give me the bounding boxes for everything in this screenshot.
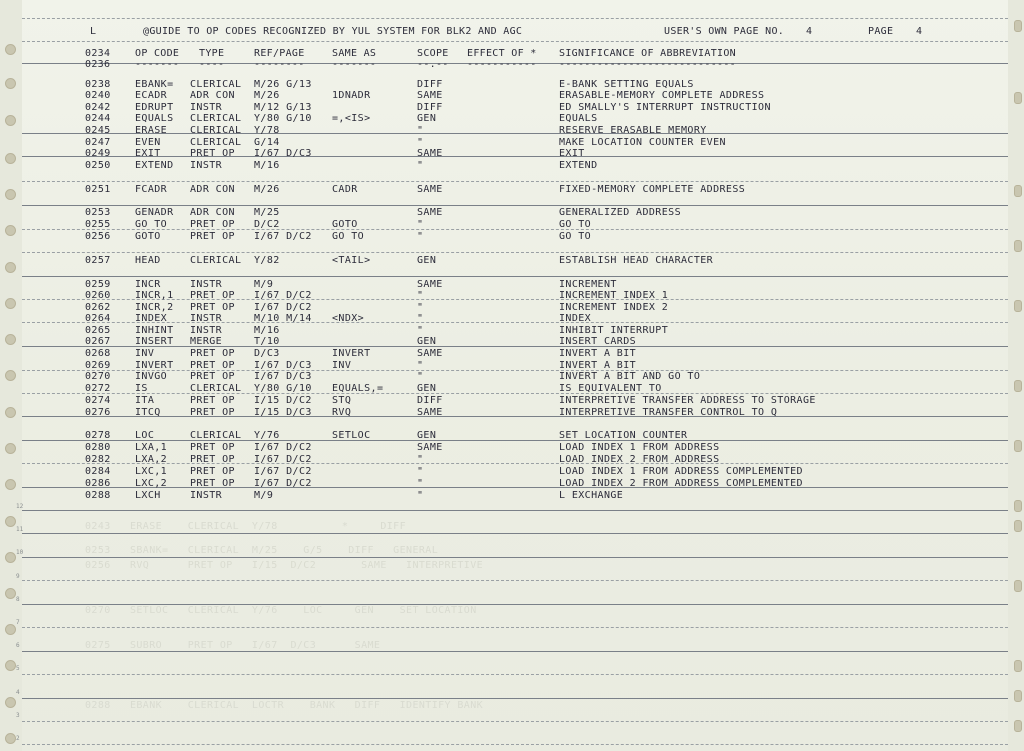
cell-type: ADR CON: [190, 90, 235, 101]
cell-seq: 0247: [85, 137, 111, 148]
cell-code: GOTO: [135, 231, 161, 242]
tractor-hole-right: [1014, 580, 1022, 592]
cell-sig: LOAD INDEX 2 FROM ADDRESS COMPLEMENTED: [559, 478, 803, 489]
cell-sig: EXTEND: [559, 160, 598, 171]
cell-scope: GEN: [417, 430, 437, 441]
cell-seq: 0265: [85, 325, 111, 336]
cell-type: ADR CON: [190, 184, 235, 195]
cell-ref: M/26: [254, 184, 280, 195]
margin-number: 9: [16, 573, 20, 580]
cell-type: PRET OP: [190, 442, 235, 453]
col-scope: SCOPE: [417, 48, 449, 59]
column-headers: [0, 48, 1024, 70]
cell-sig: INCREMENT INDEX 1: [559, 290, 669, 301]
cell-type: INSTR: [190, 313, 223, 324]
cell-code: EDRUPT: [135, 102, 174, 113]
cell-scope: ": [417, 478, 424, 489]
cell-seq: 0264: [85, 313, 111, 324]
seq-0236: 0236: [85, 59, 111, 70]
cell-sig: RESERVE ERASABLE MEMORY: [559, 125, 707, 136]
cell-type: CLERICAL: [190, 255, 242, 266]
tractor-hole-left: [5, 733, 16, 744]
cell-sig: MAKE LOCATION COUNTER EVEN: [559, 137, 726, 148]
cell-code: EVEN: [135, 137, 161, 148]
underline-type: ----: [199, 59, 225, 70]
margin-number: 3: [16, 712, 20, 719]
cell-sig: GO TO: [559, 231, 592, 242]
cell-code: GO TO: [135, 219, 168, 230]
table-row: [0, 466, 1024, 478]
cell-same: RVQ: [332, 407, 352, 418]
users-page-number: 4: [806, 26, 813, 37]
cell-ref: I/67 D/C2: [254, 466, 312, 477]
cell-ref: M/9: [254, 490, 274, 501]
col-seq: 0234: [85, 48, 111, 59]
cell-code: INVERT: [135, 360, 174, 371]
cell-type: PRET OP: [190, 407, 235, 418]
tractor-hole-right: [1014, 690, 1022, 702]
cell-scope: ": [417, 125, 424, 136]
cell-ref: M/25: [254, 207, 280, 218]
cell-sig: INSERT CARDS: [559, 336, 637, 347]
cell-same: =,<IS>: [332, 113, 371, 124]
cell-sig: INCREMENT: [559, 279, 617, 290]
cell-ref: I/67 D/C2: [254, 454, 312, 465]
cell-same: SETLOC: [332, 430, 371, 441]
cell-seq: 0256: [85, 231, 111, 242]
margin-number: 2: [16, 735, 20, 742]
ruled-line: [22, 744, 1008, 745]
cell-code: ERASE: [135, 125, 168, 136]
cell-same: 1DNADR: [332, 90, 371, 101]
cell-scope: GEN: [417, 113, 437, 124]
cell-scope: SAME: [417, 184, 443, 195]
cell-code: LOC: [135, 430, 155, 441]
table-row: [0, 478, 1024, 490]
cell-code: LXC,2: [135, 478, 168, 489]
cell-seq: 0270: [85, 371, 111, 382]
ruled-line: [22, 276, 1008, 277]
cell-type: INSTR: [190, 490, 223, 501]
underline-scope: --.--: [417, 59, 449, 70]
cell-type: PRET OP: [190, 302, 235, 313]
ruled-line: [22, 674, 1008, 675]
cell-type: PRET OP: [190, 219, 235, 230]
cell-type: INSTR: [190, 102, 223, 113]
col-same-as: SAME AS: [332, 48, 377, 59]
cell-sig: INTERPRETIVE TRANSFER ADDRESS TO STORAGE: [559, 395, 816, 406]
ruled-line: [22, 698, 1008, 699]
cell-type: PRET OP: [190, 290, 235, 301]
cell-scope: SAME: [417, 90, 443, 101]
cell-scope: ": [417, 371, 424, 382]
cell-ref: I/67 D/C2: [254, 231, 312, 242]
cell-type: INSTR: [190, 160, 223, 171]
cell-scope: ": [417, 313, 424, 324]
margin-number: 6: [16, 642, 20, 649]
cell-scope: ": [417, 290, 424, 301]
cell-seq: 0251: [85, 184, 111, 195]
table-row: [0, 90, 1024, 102]
cell-code: ECADR: [135, 90, 168, 101]
cell-ref: I/67 D/C2: [254, 302, 312, 313]
cell-seq: 0280: [85, 442, 111, 453]
cell-code: INCR,2: [135, 302, 174, 313]
cell-seq: 0284: [85, 466, 111, 477]
margin-number: 8: [16, 596, 20, 603]
table-row: [0, 113, 1024, 125]
bleed-through-text: 0288 EBANK CLERICAL LOCTR BANK DIFF IDENTIFY BANK: [85, 700, 484, 711]
cell-scope: ": [417, 490, 424, 501]
ruled-line: [22, 651, 1008, 652]
cell-type: PRET OP: [190, 348, 235, 359]
cell-ref: D/C2: [254, 219, 280, 230]
margin-number: 12: [16, 503, 24, 510]
cell-sig: FIXED-MEMORY COMPLETE ADDRESS: [559, 184, 746, 195]
cell-type: ADR CON: [190, 207, 235, 218]
margin-number: 11: [16, 526, 24, 533]
cell-sig: LOAD INDEX 2 FROM ADDRESS: [559, 454, 720, 465]
cell-ref: M/10 M/14: [254, 313, 312, 324]
bleed-through-text: 0275 SUBRO PRET OP I/67 D/C3 SAME: [85, 640, 381, 651]
cell-ref: T/10: [254, 336, 280, 347]
cell-scope: ": [417, 466, 424, 477]
cell-scope: GEN: [417, 255, 437, 266]
table-row: [0, 442, 1024, 454]
cell-code: LXA,2: [135, 454, 168, 465]
cell-sig: LOAD INDEX 1 FROM ADDRESS: [559, 442, 720, 453]
cell-sig: IS EQUIVALENT TO: [559, 383, 662, 394]
cell-type: CLERICAL: [190, 125, 242, 136]
margin-number: 10: [16, 549, 24, 556]
table-row: [0, 430, 1024, 442]
cell-seq: 0262: [85, 302, 111, 313]
cell-code: EXIT: [135, 148, 161, 159]
table-row: [0, 160, 1024, 172]
cell-type: CLERICAL: [190, 430, 242, 441]
table-row: [0, 255, 1024, 267]
cell-seq: 0269: [85, 360, 111, 371]
cell-seq: 0288: [85, 490, 111, 501]
cell-sig: LOAD INDEX 1 FROM ADDRESS COMPLEMENTED: [559, 466, 803, 477]
cell-code: INHINT: [135, 325, 174, 336]
ruled-line: [22, 252, 1008, 253]
cell-seq: 0286: [85, 478, 111, 489]
tractor-hole-right: [1014, 520, 1022, 532]
cell-ref: Y/80 G/10: [254, 113, 312, 124]
cell-same: CADR: [332, 184, 358, 195]
col-effect: EFFECT OF *: [467, 48, 537, 59]
ruled-line: [22, 41, 1008, 42]
page-label: PAGE: [868, 26, 894, 37]
tractor-hole-left: [5, 624, 16, 635]
cell-code: INVGO: [135, 371, 168, 382]
table-row: [0, 219, 1024, 231]
table-row: [0, 313, 1024, 325]
cell-seq: 0242: [85, 102, 111, 113]
cell-seq: 0267: [85, 336, 111, 347]
cell-code: LXA,1: [135, 442, 168, 453]
cell-scope: SAME: [417, 148, 443, 159]
cell-sig: E-BANK SETTING EQUALS: [559, 79, 694, 90]
cell-sig: INTERPRETIVE TRANSFER CONTROL TO Q: [559, 407, 778, 418]
cell-sig: EQUALS: [559, 113, 598, 124]
cell-seq: 0245: [85, 125, 111, 136]
page-title: @GUIDE TO OP CODES RECOGNIZED BY YUL SYSTEM FOR BLK2 AND AGC: [143, 26, 523, 37]
cell-seq: 0249: [85, 148, 111, 159]
cell-ref: D/C3: [254, 348, 280, 359]
col-ref-page: REF/PAGE: [254, 48, 305, 59]
table-row: [0, 336, 1024, 348]
cell-same: STQ: [332, 395, 352, 406]
table-row: [0, 184, 1024, 196]
cell-ref: M/16: [254, 325, 280, 336]
underline-effect: -----------: [467, 59, 537, 70]
cell-ref: Y/76: [254, 430, 280, 441]
cell-ref: M/26: [254, 90, 280, 101]
ruled-line: [22, 533, 1008, 534]
cell-sig: ESTABLISH HEAD CHARACTER: [559, 255, 714, 266]
cell-scope: SAME: [417, 407, 443, 418]
cell-scope: DIFF: [417, 102, 443, 113]
cell-type: PRET OP: [190, 148, 235, 159]
cell-seq: 0257: [85, 255, 111, 266]
cell-ref: I/67 D/C3: [254, 148, 312, 159]
cell-scope: SAME: [417, 348, 443, 359]
cell-scope: SAME: [417, 207, 443, 218]
cell-ref: I/15 D/C3: [254, 407, 312, 418]
cell-sig: INDEX: [559, 313, 592, 324]
table-row: [0, 231, 1024, 243]
cell-type: INSTR: [190, 325, 223, 336]
cell-code: LXC,1: [135, 466, 168, 477]
cell-sig: GO TO: [559, 219, 592, 230]
cell-code: IS: [135, 383, 148, 394]
page-header: [0, 26, 1024, 40]
col-op-code: OP CODE: [135, 48, 180, 59]
margin-number: 4: [16, 689, 20, 696]
ruled-line: [22, 181, 1008, 182]
cell-sig: ERASABLE-MEMORY COMPLETE ADDRESS: [559, 90, 765, 101]
cell-sig: ED SMALLY'S INTERRUPT INSTRUCTION: [559, 102, 771, 113]
cell-type: CLERICAL: [190, 383, 242, 394]
cell-type: PRET OP: [190, 231, 235, 242]
cell-sig: INVERT A BIT AND GO TO: [559, 371, 701, 382]
cell-code: EQUALS: [135, 113, 174, 124]
cell-sig: EXIT: [559, 148, 585, 159]
tractor-hole-left: [5, 697, 16, 708]
cell-sig: INHIBIT INTERRUPT: [559, 325, 669, 336]
cell-same: <TAIL>: [332, 255, 371, 266]
tractor-hole-left: [5, 588, 16, 599]
table-row: [0, 207, 1024, 219]
col-type: TYPE: [199, 48, 225, 59]
cell-same: INV: [332, 360, 352, 371]
cell-ref: I/67 D/C2: [254, 442, 312, 453]
margin-number: 7: [16, 619, 20, 626]
tractor-hole-left: [5, 552, 16, 563]
cell-scope: ": [417, 231, 424, 242]
underline-same: -------: [332, 59, 377, 70]
cell-scope: SAME: [417, 279, 443, 290]
cell-type: PRET OP: [190, 466, 235, 477]
table-row: [0, 148, 1024, 160]
cell-ref: I/67 D/C2: [254, 290, 312, 301]
cell-seq: 0240: [85, 90, 111, 101]
cell-sig: INVERT A BIT: [559, 360, 637, 371]
cell-seq: 0282: [85, 454, 111, 465]
cell-type: PRET OP: [190, 360, 235, 371]
tractor-hole-right: [1014, 660, 1022, 672]
cell-scope: ": [417, 137, 424, 148]
cell-code: HEAD: [135, 255, 161, 266]
cell-ref: M/9: [254, 279, 274, 290]
cell-scope: ": [417, 360, 424, 371]
underline-significance: ----------------------------: [559, 59, 736, 70]
cell-ref: I/67 D/C3: [254, 360, 312, 371]
cell-code: FCADR: [135, 184, 168, 195]
col-significance: SIGNIFICANCE OF ABBREVIATION: [559, 48, 736, 59]
cell-scope: ": [417, 325, 424, 336]
table-row: [0, 395, 1024, 407]
tractor-hole-right: [1014, 720, 1022, 732]
cell-ref: Y/80 G/10: [254, 383, 312, 394]
tractor-hole-left: [5, 660, 16, 671]
cell-ref: Y/78: [254, 125, 280, 136]
cell-ref: I/67 D/C3: [254, 371, 312, 382]
cell-sig: SET LOCATION COUNTER: [559, 430, 688, 441]
cell-seq: 0268: [85, 348, 111, 359]
cell-seq: 0272: [85, 383, 111, 394]
cell-ref: G/14: [254, 137, 280, 148]
cell-type: PRET OP: [190, 371, 235, 382]
table-row: [0, 490, 1024, 502]
cell-code: ITA: [135, 395, 155, 406]
users-page-label: USER'S OWN PAGE NO.: [664, 26, 785, 37]
underline-op-code: -------: [135, 59, 180, 70]
ruled-line: [22, 627, 1008, 628]
cell-same: INVERT: [332, 348, 371, 359]
cell-scope: ": [417, 302, 424, 313]
cell-ref: I/67 D/C2: [254, 478, 312, 489]
cell-type: CLERICAL: [190, 113, 242, 124]
cell-code: INDEX: [135, 313, 168, 324]
bleed-through-text: 0270 SETLOC CLERICAL Y/76 LOC GEN SET LOCATION: [85, 605, 477, 616]
cell-seq: 0253: [85, 207, 111, 218]
bleed-through-text: 0243 ERASE CLERICAL Y/78 * DIFF: [85, 521, 407, 532]
cell-scope: SAME: [417, 442, 443, 453]
ruled-line: [22, 580, 1008, 581]
cell-same: <NDX>: [332, 313, 365, 324]
cell-seq: 0260: [85, 290, 111, 301]
table-row: [0, 348, 1024, 360]
cell-scope: ": [417, 160, 424, 171]
table-row: [0, 371, 1024, 383]
table-row: [0, 407, 1024, 419]
cell-seq: 0255: [85, 219, 111, 230]
underline-ref: --------: [254, 59, 305, 70]
cell-scope: ": [417, 219, 424, 230]
cell-type: CLERICAL: [190, 79, 242, 90]
table-row: [0, 454, 1024, 466]
table-row: [0, 290, 1024, 302]
margin-number: 5: [16, 665, 20, 672]
cell-sig: INCREMENT INDEX 2: [559, 302, 669, 313]
cell-code: LXCH: [135, 490, 161, 501]
cell-sig: GENERALIZED ADDRESS: [559, 207, 681, 218]
cell-code: ITCQ: [135, 407, 161, 418]
cell-type: PRET OP: [190, 478, 235, 489]
cell-type: INSTR: [190, 279, 223, 290]
cell-sig: L EXCHANGE: [559, 490, 624, 501]
cell-scope: GEN: [417, 383, 437, 394]
cell-scope: ": [417, 454, 424, 465]
table-row: [0, 125, 1024, 137]
ruled-line: [22, 557, 1008, 558]
bleed-through-text: 0253 SBANK= CLERICAL M/25 G/5 DIFF GENERAL: [85, 545, 439, 556]
cell-seq: 0274: [85, 395, 111, 406]
cell-code: INCR,1: [135, 290, 174, 301]
cell-type: CLERICAL: [190, 137, 242, 148]
cell-seq: 0244: [85, 113, 111, 124]
cell-ref: Y/82: [254, 255, 280, 266]
ruled-line: [22, 510, 1008, 511]
cell-ref: M/26 G/13: [254, 79, 312, 90]
cell-code: INV: [135, 348, 155, 359]
cell-ref: M/12 G/13: [254, 102, 312, 113]
cell-scope: DIFF: [417, 395, 443, 406]
header-mark: L: [90, 26, 97, 37]
cell-same: GOTO: [332, 219, 358, 230]
cell-seq: 0259: [85, 279, 111, 290]
table-row: [0, 383, 1024, 395]
cell-code: INCR: [135, 279, 161, 290]
cell-seq: 0278: [85, 430, 111, 441]
cell-sig: INVERT A BIT: [559, 348, 637, 359]
tractor-hole-left: [5, 516, 16, 527]
cell-type: MERGE: [190, 336, 223, 347]
cell-code: EXTEND: [135, 160, 174, 171]
ruled-line: [22, 18, 1008, 19]
cell-ref: I/15 D/C2: [254, 395, 312, 406]
cell-scope: GEN: [417, 336, 437, 347]
cell-seq: 0238: [85, 79, 111, 90]
cell-scope: DIFF: [417, 79, 443, 90]
cell-seq: 0276: [85, 407, 111, 418]
cell-code: GENADR: [135, 207, 174, 218]
cell-same: EQUALS,=: [332, 383, 384, 394]
ruled-line: [22, 721, 1008, 722]
cell-seq: 0250: [85, 160, 111, 171]
cell-type: PRET OP: [190, 454, 235, 465]
page-number: 4: [916, 26, 923, 37]
cell-code: INSERT: [135, 336, 174, 347]
bleed-through-text: 0256 RVQ PRET OP I/15 D/C2 SAME INTERPRETIVE: [85, 560, 484, 571]
cell-ref: M/16: [254, 160, 280, 171]
ruled-line: [22, 205, 1008, 206]
cell-code: EBANK=: [135, 79, 174, 90]
cell-same: GO TO: [332, 231, 365, 242]
cell-type: PRET OP: [190, 395, 235, 406]
